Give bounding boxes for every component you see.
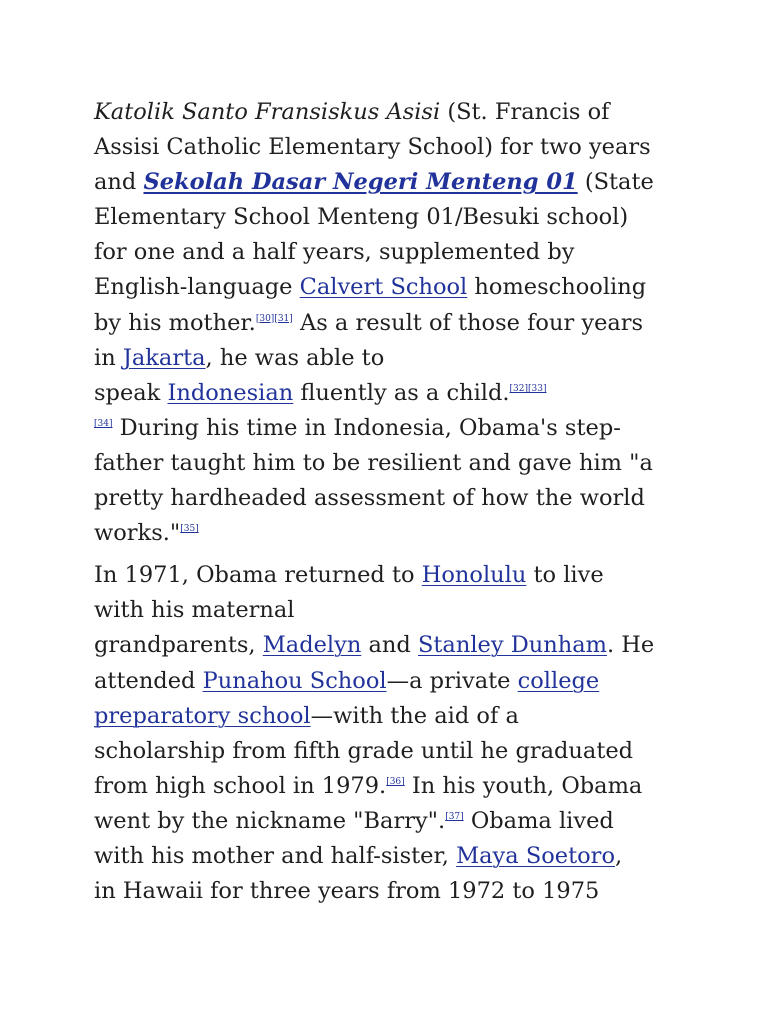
text-line bbox=[94, 664, 684, 699]
text-span: —a private bbox=[386, 667, 518, 694]
text-span: speak bbox=[94, 379, 168, 406]
link-madelyn[interactable]: Madelyn bbox=[262, 632, 362, 659]
text-line bbox=[94, 804, 684, 839]
text-span: fluently as a child. bbox=[293, 379, 510, 406]
school-name-italic: Katolik Santo Fransiskus Asisi bbox=[94, 99, 441, 125]
text-line: in Hawaii for three years from 1972 to 1975 bbox=[94, 878, 600, 905]
paragraph-early-education bbox=[94, 95, 684, 551]
text-line bbox=[94, 516, 684, 551]
text-line: for one and a half years, supplemented by bbox=[94, 239, 575, 266]
link-calvert-school[interactable]: Calvert School bbox=[299, 274, 468, 301]
text-span: to live bbox=[526, 562, 604, 589]
text-span: English-language bbox=[94, 274, 300, 301]
citation-31[interactable]: [31] bbox=[274, 313, 293, 324]
text-line: Elementary School Menteng 01/Besuki school) bbox=[94, 204, 629, 231]
text-span: In his youth, Obama bbox=[404, 772, 643, 799]
text-span: and bbox=[94, 169, 144, 196]
text-line: Assisi Catholic Elementary School) for two years bbox=[94, 134, 651, 161]
link-honolulu[interactable]: Honolulu bbox=[421, 562, 527, 589]
text-span: grandparents, bbox=[94, 632, 263, 659]
text-line bbox=[94, 270, 684, 305]
link-indonesian[interactable]: Indonesian bbox=[167, 379, 294, 406]
citation-37[interactable]: [37] bbox=[445, 811, 464, 822]
text-line bbox=[94, 628, 684, 663]
text-span: from high school in 1979. bbox=[94, 772, 387, 799]
citation-36[interactable]: [36] bbox=[386, 776, 405, 787]
link-punahou-school[interactable]: Punahou School bbox=[202, 667, 387, 694]
text-line bbox=[94, 376, 684, 411]
link-stanley-dunham[interactable]: Stanley Dunham bbox=[417, 632, 607, 659]
text-line: father taught him to be resilient and gave him "a bbox=[94, 449, 653, 476]
text-line: with his maternal bbox=[94, 597, 295, 624]
text-line bbox=[94, 839, 684, 874]
text-span: attended bbox=[94, 667, 203, 694]
citation-30[interactable]: [30] bbox=[255, 313, 275, 324]
paragraph-honolulu bbox=[94, 558, 684, 909]
text-span: and bbox=[361, 632, 418, 659]
article-body bbox=[94, 95, 684, 909]
text-line bbox=[94, 165, 684, 200]
text-line: pretty hardheaded assessment of how the world bbox=[94, 485, 645, 512]
text-span: , bbox=[615, 842, 623, 869]
text-span: In 1971, Obama returned to bbox=[94, 562, 422, 589]
text-span: , he was able to bbox=[205, 344, 385, 371]
text-span: —with the aid of a bbox=[310, 702, 519, 729]
text-span: with his mother and half-sister, bbox=[94, 842, 457, 869]
link-maya-soetoro[interactable]: Maya Soetoro bbox=[456, 842, 615, 869]
citation-34[interactable]: [34] bbox=[94, 418, 113, 429]
link-sekolah-dasar-negeri-menteng[interactable]: Sekolah Dasar Negeri Menteng 01 bbox=[143, 169, 578, 196]
citation-35[interactable]: [35] bbox=[180, 524, 199, 535]
text-span: in bbox=[94, 344, 123, 371]
text-span: (State bbox=[577, 169, 654, 196]
text-span: Obama lived bbox=[463, 807, 614, 834]
text-line bbox=[94, 95, 684, 130]
text-span: . He bbox=[606, 632, 655, 659]
text-line bbox=[94, 341, 684, 376]
link-college-preparatory-school-part2[interactable]: preparatory school bbox=[94, 702, 311, 729]
text-span: by his mother. bbox=[94, 309, 256, 336]
text-span: homeschooling bbox=[467, 274, 647, 301]
citation-32[interactable]: [32] bbox=[509, 383, 529, 394]
text-span: (St. Francis of bbox=[440, 99, 610, 125]
text-span: As a result of those four years bbox=[292, 309, 644, 336]
text-span: During his time in Indonesia, Obama's step- bbox=[112, 414, 621, 441]
citation-33[interactable]: [33] bbox=[528, 383, 547, 394]
text-span: works." bbox=[94, 520, 181, 547]
text-line: scholarship from fifth grade until he graduated bbox=[94, 737, 634, 764]
text-span: went by the nickname "Barry". bbox=[94, 807, 446, 834]
text-line bbox=[94, 769, 684, 804]
link-college-preparatory-school-part1[interactable]: college bbox=[517, 667, 600, 694]
link-jakarta[interactable]: Jakarta bbox=[122, 344, 206, 371]
text-line bbox=[94, 558, 684, 593]
text-line bbox=[94, 411, 684, 446]
text-line bbox=[94, 306, 684, 341]
text-line bbox=[94, 699, 684, 734]
